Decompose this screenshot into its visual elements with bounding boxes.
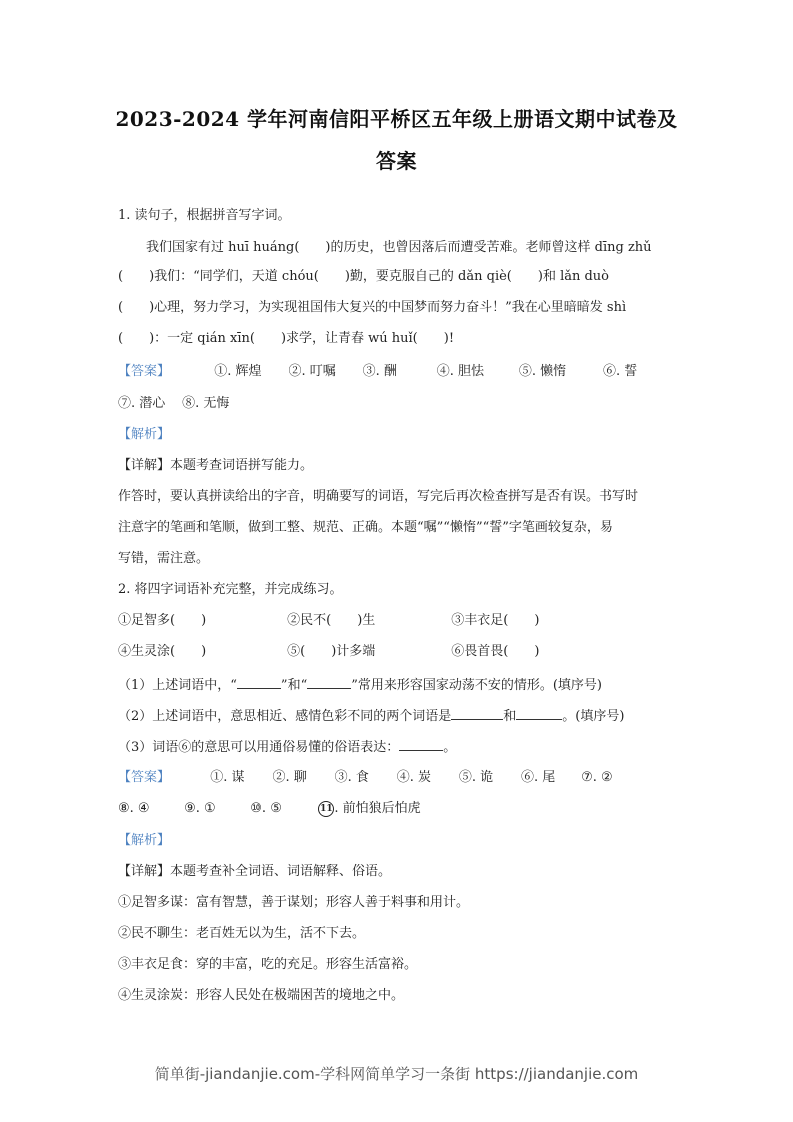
answer-blank[interactable] bbox=[307, 676, 351, 689]
answer-blank[interactable] bbox=[237, 676, 281, 689]
document-title-line-2: 答案 bbox=[376, 149, 417, 173]
sub1-text: （1）上述词语中，“ bbox=[118, 678, 237, 693]
sub2-text: （2）上述词语中，意思相近、感情色彩不同的两个词语是 bbox=[118, 709, 452, 724]
q2-answer-row-2 bbox=[118, 800, 678, 818]
q2-stem: 2. 将四字词语补充完整，并完成练习。 bbox=[118, 582, 343, 597]
answer-item: ④. 胆怯 bbox=[436, 364, 484, 379]
sub3-text: 。 bbox=[443, 740, 457, 755]
answer-item: ⑧. 无悔 bbox=[182, 396, 230, 411]
q2-explanation-line: ④生灵涂炭：形容人民处在极端困苦的境地之中。 bbox=[118, 988, 405, 1003]
answer-item: ①. 谋 bbox=[210, 770, 245, 785]
idiom-item: ⑥畏首畏( ) bbox=[451, 644, 540, 659]
answer-blank[interactable] bbox=[451, 707, 503, 720]
circled-number-11: 11 bbox=[318, 801, 334, 817]
q2-idiom-row bbox=[118, 643, 678, 661]
answer-item: ⑧. ④ bbox=[118, 801, 150, 816]
answer-item: ①. 辉煌 bbox=[214, 364, 262, 379]
q1-passage-line: ( )心理，努力学习，为实现祖国伟大复兴的中国梦而努力奋斗！”我在心里暗暗发 shì bbox=[118, 300, 627, 315]
q1-explanation-line: 写错，需注意。 bbox=[118, 551, 210, 566]
sub2-text: 和 bbox=[503, 709, 517, 724]
q2-subquestion-3 bbox=[118, 738, 678, 757]
answer-item: ⑦. 潜心 bbox=[118, 396, 166, 411]
q1-answer-row-2 bbox=[118, 395, 678, 413]
answer-item: ②. 叮嘱 bbox=[288, 364, 336, 379]
q1-passage-line: 我们国家有过 huī huáng( )的历史，也曾因落后而遭受苦难。老师曾这样 dīng zhǔ bbox=[146, 240, 652, 255]
idiom-item: ④生灵涂( ) bbox=[118, 644, 207, 659]
q1-explanation-line: 作答时，要认真拼读给出的字音，明确要写的词语，写完后再次检查拼写是否有误。书写时 bbox=[118, 489, 639, 504]
answer-item: ⑥. 誓 bbox=[603, 364, 638, 379]
answer-item: ②. 聊 bbox=[272, 770, 307, 785]
q1-stem: 1. 读句子，根据拼音写字词。 bbox=[118, 208, 291, 223]
answer-item: ⑨. ① bbox=[184, 801, 216, 816]
analysis-label: 【解析】 bbox=[118, 427, 171, 442]
answer-label: 【答案】 bbox=[118, 364, 171, 379]
q2-explanation-line: ①足智多谋：富有智慧，善于谋划；形容人善于料事和用计。 bbox=[118, 895, 470, 910]
q2-answer-row bbox=[118, 769, 678, 787]
q2-explanation-line: ③丰衣足食：穿的丰富，吃的充足。形容生活富裕。 bbox=[118, 957, 418, 972]
idiom-item: ③丰衣足( ) bbox=[451, 613, 540, 628]
answer-item: ③. 食 bbox=[334, 770, 369, 785]
q1-detail: 【详解】本题考查词语拼写能力。 bbox=[118, 458, 314, 473]
q2-idiom-row bbox=[118, 612, 678, 630]
q1-passage-line: ( )：一定 qián xīn( )求学，让青春 wú huǐ( )! bbox=[118, 331, 455, 346]
analysis-label: 【解析】 bbox=[118, 833, 171, 848]
q2-subquestion-1 bbox=[118, 676, 678, 695]
document-title-line-1: 2023-2024 学年河南信阳平桥区五年级上册语文期中试卷及 bbox=[115, 107, 678, 131]
q2-subquestion-2 bbox=[118, 707, 678, 726]
answer-item: ⑩. ⑤ bbox=[250, 801, 282, 816]
idiom-item: ①足智多( ) bbox=[118, 613, 207, 628]
answer-item: ③. 酬 bbox=[362, 364, 397, 379]
answer-item: ⑤. 诡 bbox=[458, 770, 494, 785]
answer-item: . 前怕狼后怕虎 bbox=[334, 801, 421, 816]
sub2-text: 。(填序号) bbox=[562, 709, 625, 724]
sub1-text: ”常用来形容国家动荡不安的情形。(填序号) bbox=[351, 678, 603, 693]
idiom-item: ②民不( )生 bbox=[287, 613, 376, 628]
footer-watermark: 简单街-jiandanjie.com-学科网简单学习一条街 https://jiandanjie.com bbox=[154, 1065, 639, 1083]
q1-explanation-line: 注意字的笔画和笔顺，做到工整、规范、正确。本题“嘱”“懒惰”“誓”字笔画较复杂，易 bbox=[118, 520, 613, 535]
answer-item: ⑤. 懒惰 bbox=[518, 364, 567, 379]
answer-blank[interactable] bbox=[399, 738, 443, 751]
answer-item: ④. 炭 bbox=[396, 770, 431, 785]
q1-answer-row bbox=[118, 363, 678, 381]
q2-detail: 【详解】本题考查补全词语、词语解释、俗语。 bbox=[118, 864, 392, 879]
q2-explanation-line: ②民不聊生：老百姓无以为生，活不下去。 bbox=[118, 926, 366, 941]
answer-label: 【答案】 bbox=[118, 770, 171, 785]
sub3-text: （3）词语⑥的意思可以用通俗易懂的俗语表达： bbox=[118, 740, 400, 755]
answer-item: ⑦. ② bbox=[581, 770, 613, 785]
answer-item: ⑥. 尾 bbox=[521, 770, 556, 785]
idiom-item: ⑤( )计多端 bbox=[287, 644, 376, 659]
answer-blank[interactable] bbox=[516, 707, 562, 720]
q1-passage-line: ( )我们：“同学们，天道 chóu( )勤，要克服自己的 dǎn qiè( )和 lǎn duò bbox=[118, 269, 610, 284]
sub1-text: ”和“ bbox=[280, 678, 308, 693]
